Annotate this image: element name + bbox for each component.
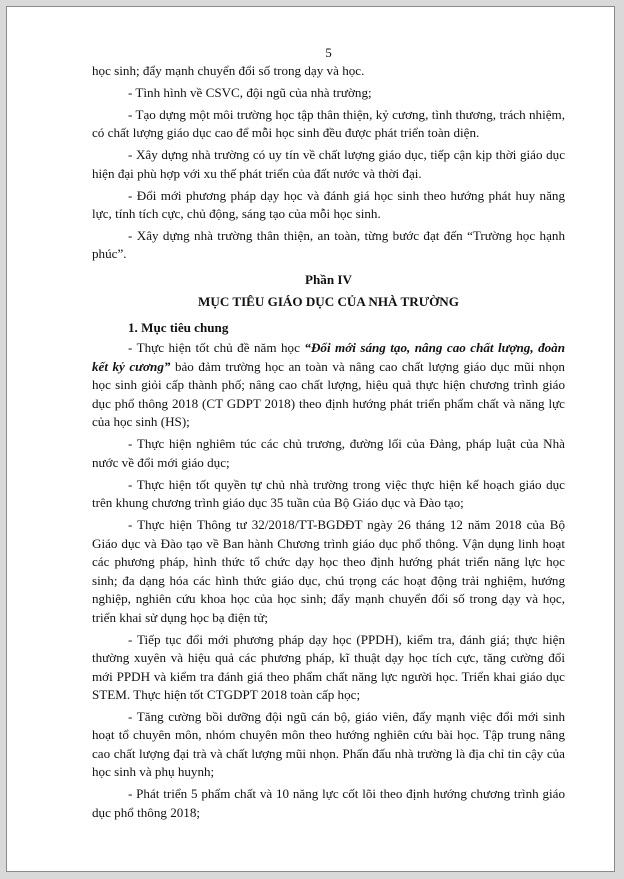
goal-item: - Thực hiện tốt quyền tự chủ nhà trường trong việc thực hiện kế hoạch giáo dục trên khung chương trình giáo dục 35 tuần của Bộ Giáo dục và Đào tạo;	[92, 476, 565, 511]
document-page	[6, 6, 615, 872]
intro-item: - Tạo dựng một môi trường học tập thân thiện, kỷ cương, tình thương, trách nhiệm, có chất lượng giáo dục cao để mỗi học sinh đều được phát triển toàn diện.	[92, 106, 565, 141]
goal-item: - Tiếp tục đổi mới phương pháp dạy học (PPDH), kiểm tra, đánh giá; thực hiện thường xuyên và hiệu quả các phương pháp, kĩ thuật dạy học tích cực, tăng cường đổi mới PPDH và kiểm tra đánh giá theo phẩm chất năng lực người học. Triển khai giáo dục STEM. Thực hiện tốt CTGDPT 2018 toàn cấp học;	[92, 631, 565, 703]
intro-item: - Tình hình về CSVC, đội ngũ của nhà trường;	[128, 84, 372, 100]
goal-item-suffix: bảo đảm trường học an toàn và nâng cao chất lượng giáo dục mũi nhọn học sinh giỏi cấp thành phố; nâng cao chất lượng, hiệu quả thực hiện chương trình giáo dục phổ thông 2018 (CT GDPT 2018) theo định hướng phát triển phẩm chất và năng lực của học sinh (HS);	[92, 358, 565, 430]
intro-continuation: học sinh; đẩy mạnh chuyển đổi số trong dạy và học.	[92, 63, 365, 78]
school-year-theme: “Đổi mới sáng tạo, nâng cao chất lượng, đoàn kết kỷ cương”	[92, 340, 566, 374]
page-body	[92, 7, 565, 826]
goal-item-prefix: - Thực hiện tốt chủ đề năm học	[128, 340, 305, 356]
goal-item: - Tăng cường bồi dưỡng đội ngũ cán bộ, giáo viên, đẩy mạnh việc đổi mới sinh hoạt tổ chuyên môn, nhóm chuyên môn theo hướng nghiên cứu bài học. Tập trung nâng cao chất lượng đại trà và chất lượng mũi nhọn. Phấn đấu nhà trường là địa chỉ tin cậy của học sinh và phụ huynh;	[92, 708, 565, 780]
goal-item: - Thực hiện Thông tư 32/2018/TT-BGDĐT ngày 26 tháng 12 năm 2018 của Bộ Giáo dục và Đào tạo về Ban hành Chương trình giáo dục phổ thông. Vận dụng linh hoạt các phương pháp, hình thức tổ chức dạy học theo định hướng phát triển năng lực học sinh; đa dạng hóa các hình thức giáo dục, chú trọng các hoạt động trải nghiệm, hướng nghiệp, nghiên cứu khoa học của học sinh; đẩy mạnh chuyển đổi số trong dạy và học, triển khai sử dụng học bạ điện tử;	[92, 517, 565, 625]
section-title: MỤC TIÊU GIÁO DỤC CỦA NHÀ TRƯỜNG	[198, 294, 459, 310]
goal-item-theme	[92, 339, 565, 432]
subheading: 1. Mục tiêu chung	[128, 319, 229, 335]
goal-item: - Thực hiện nghiêm túc các chủ trương, đường lối của Đảng, pháp luật của Nhà nước về đổi mới giáo dục;	[92, 436, 565, 470]
goal-item: - Phát triển 5 phẩm chất và 10 năng lực cốt lõi theo định hướng chương trình giáo dục phổ thông 2018;	[92, 786, 565, 820]
intro-item: - Xây dựng nhà trường thân thiện, an toàn, từng bước đạt đến “Trường học hạnh phúc”.	[92, 227, 565, 262]
intro-item: - Xây dựng nhà trường có uy tín về chất lượng giáo dục, tiếp cận kịp thời giáo dục hiện đại phù hợp với xu thế phát triển của đất nước và thời đại.	[92, 147, 565, 181]
section-label: Phần IV	[305, 271, 352, 287]
page-number: 5	[325, 45, 332, 60]
intro-item: - Đổi mới phương pháp dạy học và đánh giá học sinh theo hướng phát huy năng lực, tính tích cực, chủ động, sáng tạo của mỗi học sinh.	[92, 187, 565, 222]
